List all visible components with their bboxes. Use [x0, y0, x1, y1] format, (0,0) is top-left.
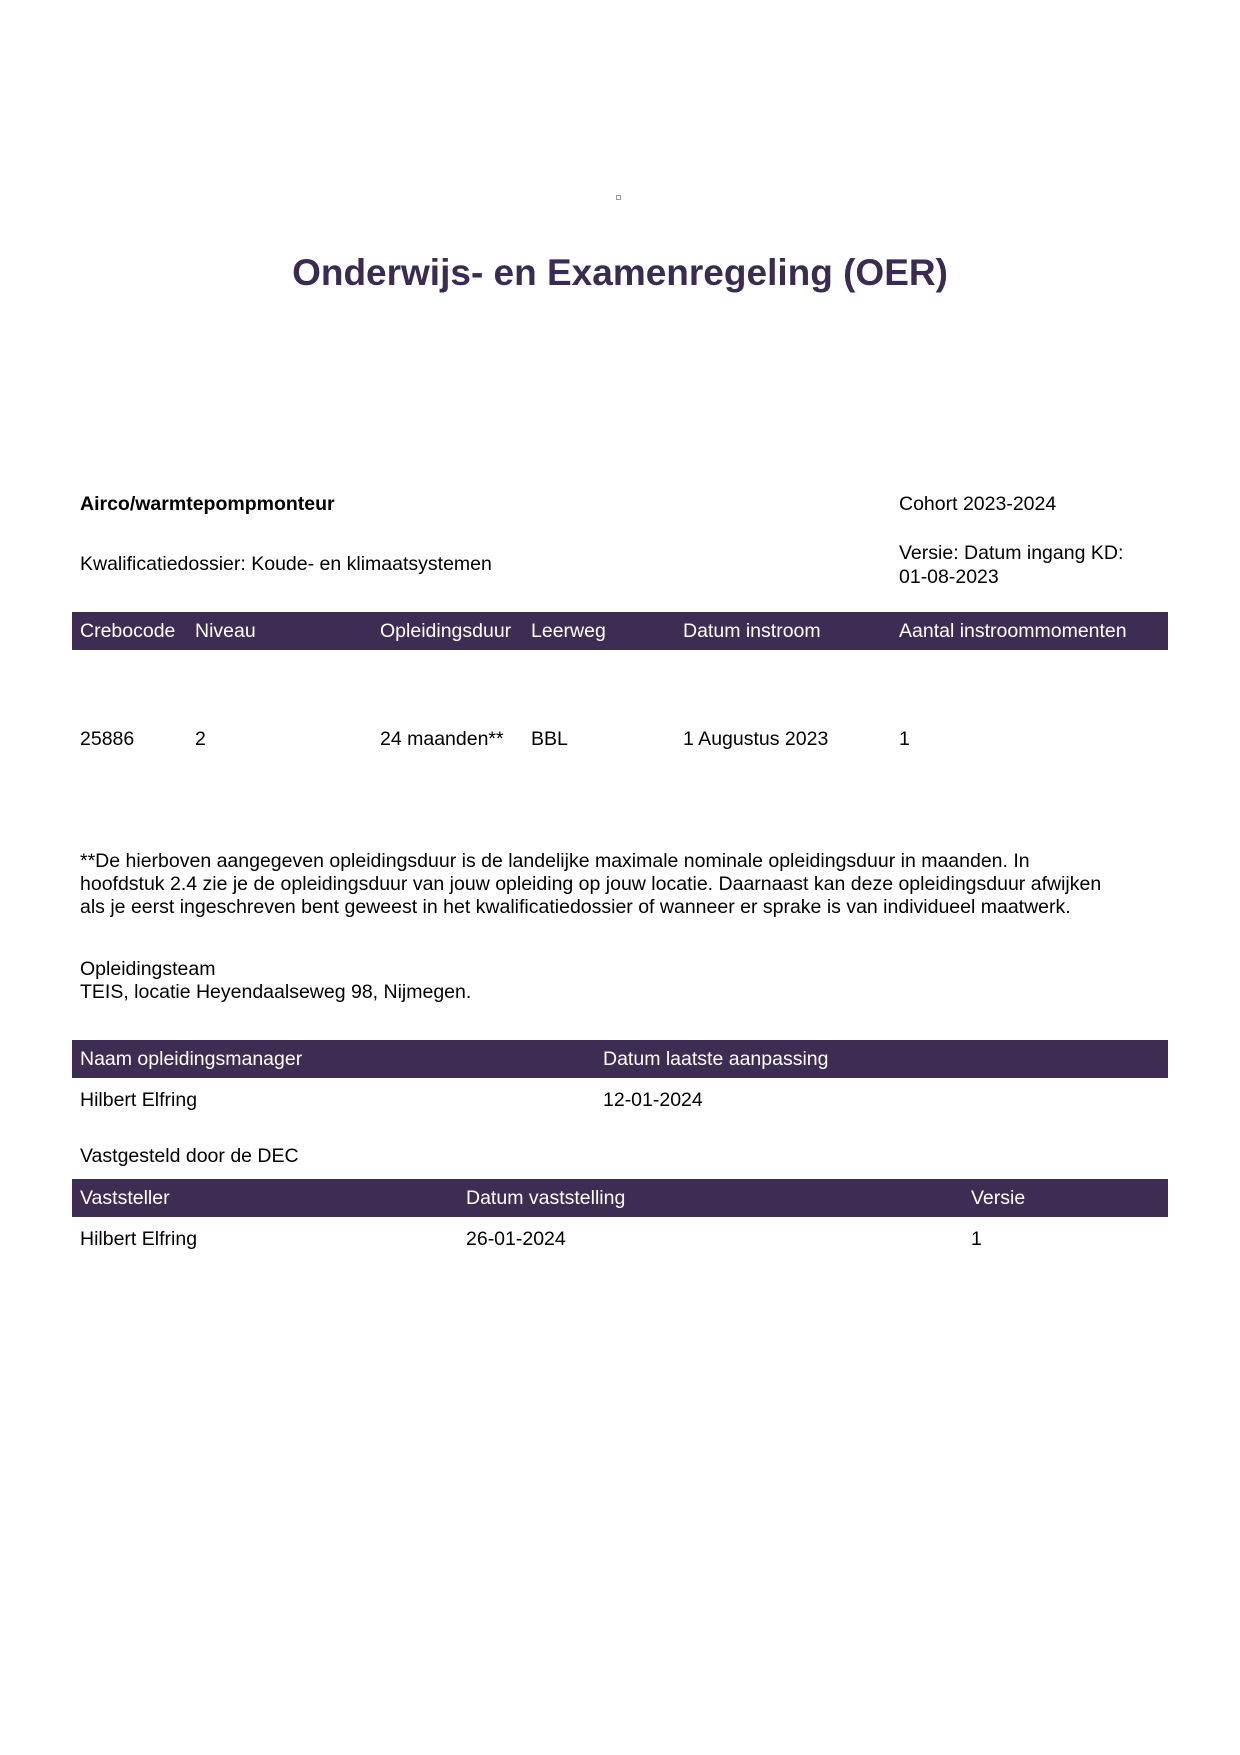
header-leerweg: Leerweg [531, 620, 606, 642]
cell-vaststeller: Hilbert Elfring [80, 1228, 198, 1250]
cell-versie: 1 [971, 1228, 982, 1250]
main-table-header [72, 612, 1168, 650]
header-datum-laatste-aanpassing: Datum laatste aanpassing [603, 1048, 829, 1070]
cohort: Cohort 2023-2024 [899, 493, 1057, 515]
header-aantal-instroommomenten: Aantal instroommomenten [899, 620, 1127, 642]
cell-crebocode: 25886 [80, 728, 135, 750]
program-name: Airco/warmtepompmonteur [80, 493, 335, 515]
footnote-line-2: hoofdstuk 2.4 zie je de opleidingsduur van jouw opleiding op jouw locatie. Daarnaast kan deze opleidingsduur afwijken [80, 873, 1102, 895]
header-datum-vaststelling: Datum vaststelling [466, 1187, 626, 1209]
cell-datum-instroom: 1 Augustus 2023 [683, 728, 829, 750]
established-label: Vastgesteld door de DEC [80, 1145, 299, 1167]
header-versie: Versie [971, 1187, 1026, 1209]
established-table-header [72, 1179, 1168, 1217]
cell-last-modified: 12-01-2024 [603, 1089, 703, 1111]
header-crebocode: Crebocode [80, 620, 176, 642]
manager-table-header [72, 1040, 1168, 1078]
header-naam-opleidingsmanager: Naam opleidingsmanager [80, 1048, 303, 1070]
cell-manager-name: Hilbert Elfring [80, 1089, 198, 1111]
header-datum-instroom: Datum instroom [683, 620, 821, 642]
footnote-line-3: als je eerst ingeschreven bent geweest in het kwalificatiedossier of wanneer er sprake is van individueel maatwerk. [80, 896, 1071, 918]
header-niveau: Niveau [195, 620, 256, 642]
cell-datum-vaststelling: 26-01-2024 [466, 1228, 566, 1250]
header-opleidingsduur: Opleidingsduur [380, 620, 512, 642]
qualification-dossier: Kwalificatiedossier: Koude- en klimaatsystemen [80, 553, 492, 575]
header-vaststeller: Vaststeller [80, 1187, 170, 1209]
team-label: Opleidingsteam [80, 958, 216, 980]
cell-leerweg: BBL [531, 728, 568, 750]
cell-aantal-instroommomenten: 1 [899, 728, 910, 750]
cell-opleidingsduur: 24 maanden** [380, 728, 504, 750]
cell-niveau: 2 [195, 728, 206, 750]
page-title: Onderwijs- en Examenregeling (OER) [292, 252, 948, 293]
version-line-2: 01-08-2023 [899, 566, 999, 588]
footnote-line-1: **De hierboven aangegeven opleidingsduur is de landelijke maximale nominale opleidingsduur in maanden. In [80, 850, 1030, 872]
logo-placeholder-icon [616, 195, 621, 200]
version-line-1: Versie: Datum ingang KD: [899, 542, 1124, 564]
team-location: TEIS, locatie Heyendaalseweg 98, Nijmegen. [80, 981, 472, 1003]
